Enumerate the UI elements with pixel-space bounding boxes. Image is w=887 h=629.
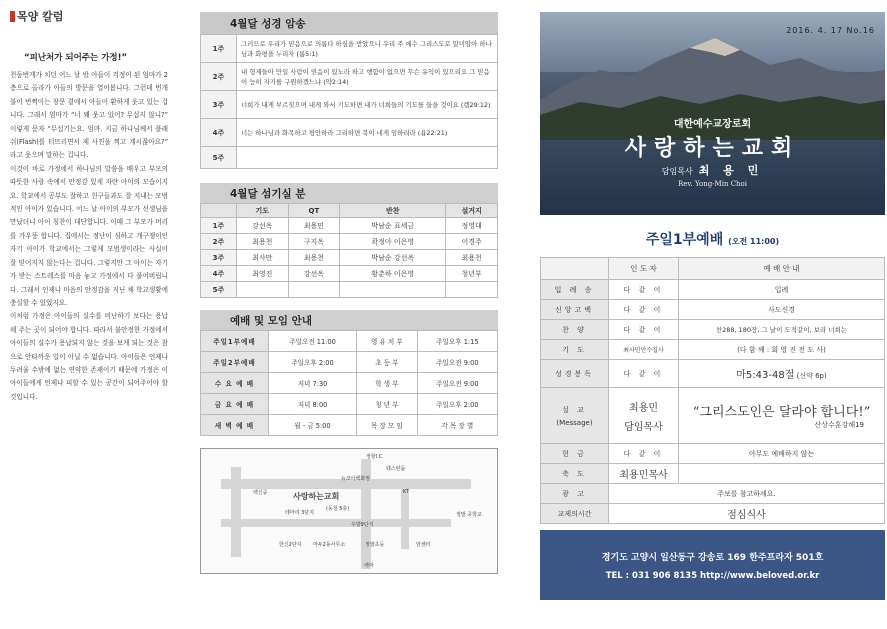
service-row: 4주 최영진 강선옥 황춘하 이은영 청년부 bbox=[201, 266, 498, 282]
service-table bbox=[200, 203, 498, 298]
order-row: 성경봉독 다 같 이 마5:43-48절 (신약 6p) bbox=[541, 360, 885, 388]
verse-row: 5주 bbox=[201, 147, 498, 169]
order-header-row: 인 도 자 예 배 안 내 bbox=[541, 258, 885, 280]
service-row: 5주 bbox=[201, 282, 498, 298]
verse-table bbox=[200, 34, 498, 169]
column-body: 천둥번개가 치던 어느 날 밤 아들이 걱정이 된 엄마가 2층으로 올라가 아들의 방문을 열어봅니다. 그런데 번개불이 번쩍이는 창문 곁에서 아들이 환하게 웃고 있는 겁니다. 그래서 엄마가 “너 왜 웃고 있어? 무섭지 않니?” 이렇게 묻자 “무섭기는요. 엄마. 지금 하나님께서 플래쉬(Flash)를 터뜨리면서 제 사진을 찍고 계시잖아요?” 라고 웃으며 말하는 겁니다. 이것이 바로 가정에서 하나님의 말씀을 배우고 부모의 따뜻한 사랑 속에서 안정감 있게 자란 아이의 모습이지요. 학교에서 공부도 잘하고 친구들과도 잘 지내는 모범적인 아이가 있습니다. 어느 날 아이의 부모가 선생님을 만났더니 아이 칭찬이 대단합니다. 이때 그 부모가 머리를 가우뚱 합니다. 집에서는 정난이 심하고 개구쟁이인 자기 아이가 학교에서는 그렇게 모범생이라는 사실이 잘 믿어지지 않는다는 겁니다. 그렇지만 그 아이는 자기가 받는 스트레스를 마음 놓고 가정에서 다 풀어버립니다. 그래서 인제나 마음의 안정감을 지닌 채 학교생활에 충실할 수 있었지요. 이처럼 가정은 아이들의 실수를 비난하기 보다는 용납해 주는 곳이 되어야 합니다. 따라서 불안정한 가정에서 아이들의 실수가 용납되지 않는 것을 보게 되는 것은 참으로 안타까운 일이 아닐 수 없습니다. 아이들은 언제나 두려울 수밖에 없는 연약한 존재이기 때문에 가정은 이 아이들에게 언제나 피할 수 있는 공간이 되어주어야 할 것입니다. bbox=[10, 71, 168, 401]
verse-row: 3주 너희가 내게 부르짖으며 내게 와서 기도하면 내가 너희들의 기도를 들을 것이요 (렘29:12) bbox=[201, 91, 498, 119]
verse-row: 2주 내 형제들아 만일 사람이 믿음이 있노라 하고 행함이 없으면 무슨 유익이 있으리요 그 믿음이 능히 자기를 구원하겠느냐 (약2:14) bbox=[201, 63, 498, 91]
location-map bbox=[200, 448, 498, 574]
map-label: 백신중 bbox=[253, 490, 268, 496]
map-road bbox=[231, 467, 241, 557]
worship-section-title: 예배 및 모임 안내 bbox=[200, 310, 498, 330]
map-label: 마두2동사무소 bbox=[313, 542, 346, 548]
map-label: 웨스턴돔 bbox=[386, 466, 406, 472]
map-label: 우방9단지 bbox=[351, 522, 374, 528]
worship-row: 새 벽 예 배 월 - 금 5:00 목 장 모 임 각 목 장 별 bbox=[201, 415, 498, 436]
title-marker-icon bbox=[10, 11, 15, 22]
service-header-row: 기도 QT 반찬 설거지 bbox=[201, 204, 498, 218]
order-row: 신앙고백 다 같 이 사도신경 bbox=[541, 300, 885, 320]
map-label: 암센터 bbox=[416, 542, 431, 548]
verse-row: 4주 너는 하나님과 화목하고 평안하라 그리하면 복이 네게 임하리라 (욥22:21) bbox=[201, 119, 498, 147]
order-row: 입 례 송 다 같 이 입례 bbox=[541, 280, 885, 300]
church-name: 사랑하는교회 bbox=[624, 136, 801, 161]
order-row: 축 도 최용민목사 bbox=[541, 464, 885, 484]
church-contact: TEL : 031 906 8135 http://www.beloved.or.kr bbox=[605, 571, 820, 581]
cover-banner bbox=[540, 12, 885, 215]
middle-column bbox=[200, 12, 498, 574]
order-row: 헌 금 다 같 이 아무도 예배하지 않는 bbox=[541, 444, 885, 464]
worship-row: 주일2부예배 주일오후 2:00 초 등 부 주일오전 9:00 bbox=[201, 352, 498, 373]
map-label: 정항I.C bbox=[366, 454, 383, 460]
map-label: 정발 중학교 bbox=[456, 512, 482, 518]
map-label: 한신2단지 bbox=[279, 542, 302, 548]
worship-row: 주일1부예배 주일오전 11:00 영 유 치 부 주일오후 1:15 bbox=[201, 331, 498, 352]
verse-section-title: 4월달 성경 암송 bbox=[200, 12, 498, 34]
map-label: 정발초등 bbox=[365, 542, 385, 548]
worship-row: 금 요 예 배 저녁 8:00 청 년 부 주일오후 2:00 bbox=[201, 394, 498, 415]
issue-date: 2016. 4. 17 No.16 bbox=[786, 26, 875, 35]
map-church-marker: 사랑하는교회 bbox=[293, 492, 340, 501]
denomination: 대한예수교장로회 bbox=[673, 119, 752, 130]
service-title: 주일1부예배 (오전 11:00) bbox=[645, 232, 780, 248]
order-row: 교제의시간 점심식사 bbox=[541, 504, 885, 524]
order-row: 설 교 (Message) 최용민 담임목사 “그리스도인은 달라야 합니다!” 산상수훈강해19 bbox=[541, 388, 885, 444]
map-label: 뉴코아백화점 bbox=[341, 476, 370, 482]
worship-row: 수 요 예 배 저녁 7:30 학 생 부 주일오전 9:00 bbox=[201, 373, 498, 394]
order-row: 찬 양 다 같 이 찬288, 180장, 그 날이 도적같이, 보라 너희는 bbox=[541, 320, 885, 340]
church-address: 경기도 고양시 일산동구 강송로 169 한주프라자 501호 bbox=[601, 553, 824, 563]
bulletin-cover bbox=[540, 12, 885, 600]
map-road bbox=[221, 519, 451, 527]
order-row: 광 고 주보를 참고하세요. bbox=[541, 484, 885, 504]
pastor-column bbox=[0, 0, 178, 629]
map-label: 테마리 3단지 bbox=[285, 510, 314, 516]
service-row: 2주 최용천 구지옥 곽정아 이은영 이경주 bbox=[201, 234, 498, 250]
column-title: 목양 칼럼 bbox=[10, 8, 168, 24]
service-section-title: 4월달 섬기실 분 bbox=[200, 183, 498, 203]
order-of-worship-table bbox=[540, 257, 885, 524]
church-footer bbox=[540, 530, 885, 600]
service-row: 3주 최사만 최용천 박남순 강선옥 최용천 bbox=[201, 250, 498, 266]
pastor-line: 담임목사 최 용 민 bbox=[661, 164, 764, 177]
map-label: (동청 5층) bbox=[326, 506, 350, 512]
map-label: 백마 bbox=[364, 563, 374, 569]
service-row: 1주 강선옥 최용민 박남순 표세금 정영대 bbox=[201, 218, 498, 234]
column-subtitle: “피난처가 되어주는 가정!” bbox=[24, 53, 128, 63]
order-row: 기 도 최사민안수집사 (다 함 께 : 회 영 진 전 도 사) bbox=[541, 340, 885, 360]
verse-row: 1주 그러므로 우리가 믿음으로 의롭다 하심을 받았으니 우리 주 예수 그리스도로 말미암아 하나님과 화평을 누리자 (롬5:1) bbox=[201, 35, 498, 63]
worship-table bbox=[200, 330, 498, 436]
map-label: KT bbox=[403, 489, 409, 495]
pastor-english-name: Rev. Yong-Min Choi bbox=[677, 180, 748, 188]
